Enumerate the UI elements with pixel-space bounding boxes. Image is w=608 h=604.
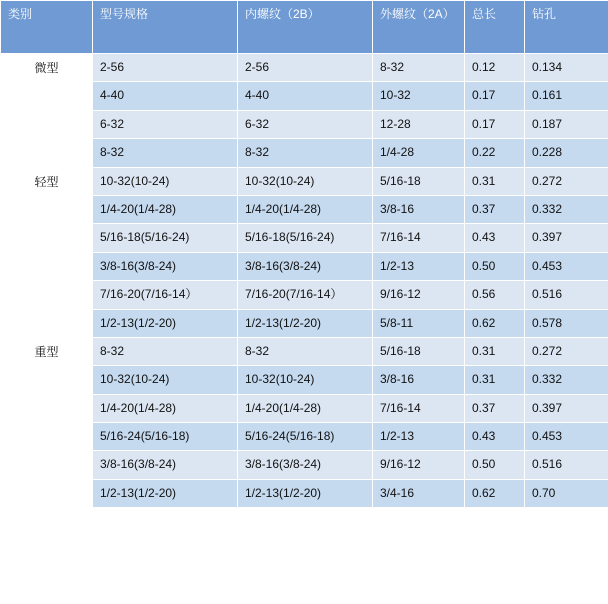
table-row [1,139,608,167]
cell-total-length: 0.56 [465,281,525,309]
cell-total-length: 0.17 [465,110,525,138]
table-row [1,167,608,195]
cell-total-length: 0.50 [465,451,525,479]
table-row [1,309,608,337]
cell-internal-thread: 7/16-20(7/16-14） [238,281,373,309]
column-header-model-spec: 型号规格 [93,1,238,54]
table-row [1,479,608,507]
cell-drill-hole: 0.134 [525,54,608,82]
table-row [1,252,608,280]
cell-model-spec: 1/4-20(1/4-28) [93,195,238,223]
table-row [1,451,608,479]
cell-total-length: 0.62 [465,479,525,507]
cell-external-thread: 1/2-13 [373,252,465,280]
cell-internal-thread: 4-40 [238,82,373,110]
cell-model-spec: 1/2-13(1/2-20) [93,479,238,507]
cell-model-spec: 10-32(10-24) [93,167,238,195]
cell-drill-hole: 0.187 [525,110,608,138]
table-row [1,366,608,394]
cell-drill-hole: 0.453 [525,252,608,280]
column-header-internal-thread: 内螺纹（2B） [238,1,373,54]
table-row [1,54,608,82]
table-row [1,423,608,451]
cell-drill-hole: 0.397 [525,224,608,252]
cell-drill-hole: 0.272 [525,337,608,365]
cell-total-length: 0.62 [465,309,525,337]
cell-total-length: 0.31 [465,366,525,394]
cell-total-length: 0.31 [465,337,525,365]
cell-internal-thread: 1/4-20(1/4-28) [238,195,373,223]
cell-total-length: 0.22 [465,139,525,167]
cell-external-thread: 12-28 [373,110,465,138]
cell-model-spec: 8-32 [93,139,238,167]
category-label: 重型 [34,344,59,359]
category-cell [1,167,93,337]
cell-drill-hole: 0.332 [525,195,608,223]
cell-drill-hole: 0.161 [525,82,608,110]
cell-drill-hole: 0.228 [525,139,608,167]
cell-model-spec: 1/2-13(1/2-20) [93,309,238,337]
cell-model-spec: 10-32(10-24) [93,366,238,394]
cell-model-spec: 1/4-20(1/4-28) [93,394,238,422]
cell-internal-thread: 8-32 [238,337,373,365]
cell-internal-thread: 3/8-16(3/8-24) [238,252,373,280]
cell-total-length: 0.31 [465,167,525,195]
cell-external-thread: 9/16-12 [373,281,465,309]
cell-drill-hole: 0.453 [525,423,608,451]
table-row [1,281,608,309]
cell-total-length: 0.43 [465,423,525,451]
cell-external-thread: 9/16-12 [373,451,465,479]
cell-drill-hole: 0.516 [525,281,608,309]
cell-total-length: 0.17 [465,82,525,110]
cell-external-thread: 3/8-16 [373,366,465,394]
table-row [1,110,608,138]
table-header [1,1,608,54]
cell-drill-hole: 0.516 [525,451,608,479]
cell-internal-thread: 6-32 [238,110,373,138]
column-header-external-thread: 外螺纹（2A） [373,1,465,54]
cell-external-thread: 7/16-14 [373,224,465,252]
cell-internal-thread: 5/16-18(5/16-24) [238,224,373,252]
cell-model-spec: 5/16-24(5/16-18) [93,423,238,451]
cell-external-thread: 3/4-16 [373,479,465,507]
table-row [1,337,608,365]
column-header-total-length: 总长 [465,1,525,54]
category-cell [1,54,93,168]
header-row [1,1,608,54]
cell-model-spec: 4-40 [93,82,238,110]
cell-external-thread: 1/2-13 [373,423,465,451]
cell-total-length: 0.37 [465,394,525,422]
table-row [1,195,608,223]
cell-total-length: 0.50 [465,252,525,280]
cell-model-spec: 2-56 [93,54,238,82]
cell-model-spec: 3/8-16(3/8-24) [93,451,238,479]
cell-drill-hole: 0.332 [525,366,608,394]
column-header-category: 类别 [1,1,93,54]
cell-model-spec: 7/16-20(7/16-14） [93,281,238,309]
category-label: 微型 [34,61,59,75]
cell-drill-hole: 0.70 [525,479,608,507]
cell-drill-hole: 0.272 [525,167,608,195]
table-row [1,394,608,422]
cell-external-thread: 3/8-16 [373,195,465,223]
table-row [1,82,608,110]
table-row [1,224,608,252]
cell-total-length: 0.43 [465,224,525,252]
cell-external-thread: 1/4-28 [373,139,465,167]
cell-internal-thread: 10-32(10-24) [238,167,373,195]
cell-model-spec: 6-32 [93,110,238,138]
cell-total-length: 0.37 [465,195,525,223]
cell-model-spec: 8-32 [93,337,238,365]
cell-internal-thread: 1/2-13(1/2-20) [238,479,373,507]
table-body [1,54,608,508]
cell-external-thread: 10-32 [373,82,465,110]
column-header-drill-hole: 钻孔 [525,1,608,54]
category-cell [1,337,93,507]
cell-internal-thread: 3/8-16(3/8-24) [238,451,373,479]
cell-internal-thread: 1/2-13(1/2-20) [238,309,373,337]
cell-external-thread: 5/16-18 [373,337,465,365]
cell-model-spec: 3/8-16(3/8-24) [93,252,238,280]
cell-external-thread: 8-32 [373,54,465,82]
cell-internal-thread: 10-32(10-24) [238,366,373,394]
cell-drill-hole: 0.578 [525,309,608,337]
category-label: 轻型 [34,174,59,189]
cell-internal-thread: 8-32 [238,139,373,167]
cell-internal-thread: 1/4-20(1/4-28) [238,394,373,422]
cell-internal-thread: 2-56 [238,54,373,82]
cell-external-thread: 5/8-11 [373,309,465,337]
cell-total-length: 0.12 [465,54,525,82]
cell-external-thread: 7/16-14 [373,394,465,422]
cell-model-spec: 5/16-18(5/16-24) [93,224,238,252]
cell-drill-hole: 0.397 [525,394,608,422]
cell-internal-thread: 5/16-24(5/16-18) [238,423,373,451]
cell-external-thread: 5/16-18 [373,167,465,195]
